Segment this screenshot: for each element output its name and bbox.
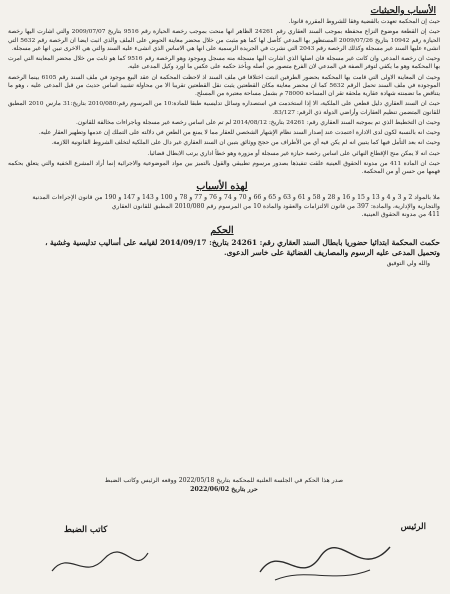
ruling-heading: الحكم bbox=[210, 225, 234, 237]
reason-paragraph: وحيث ان المعاينة الاولى التي قامت بها المحكمة بحضور الطرفين اثبتت اختلافا في ملف السند اذ لاحظت المحكمة ان عقد البيع موجود في ملف السند رقم 6105 بينما الرخصة الموجودة في ملف السند تحمل الرقم 5632 كما ان محضر معاينة مكان القطعتين يثبت نقل القطعتين تقريبا الا من محاولة تشييد اساس حديث من قبل المدعى عليه ، وهو ما يتناقض ما تضمنته شهادة عقارية ملحقة تقر ان المساحة 78000 م بشمل مساحة معتبرة من المسلح. bbox=[8, 74, 440, 97]
reason-paragraph: وحيث ان التخطيط الذي تم بموجبه السند العقاري رقم: 24261 بتاريخ: 2014/08/12 لم تم على اساس رخصة غير مسجلة وباجراءات مخالفة للقانون. bbox=[76, 119, 440, 126]
drafting-date: حرر بتاريخ 2022/06/02 bbox=[190, 486, 258, 493]
clerk-signature-label: كاتب الضبط bbox=[64, 525, 108, 535]
reason-paragraph: وحيث انه بالنسبة لكون لدى الادارة اعتمدت عند إصدار السند نظام الإشهار الشخصي للعقار مما لا يمنع من الطعن في دلالته على التملك إن عدمها وتطهير العقار عليه. bbox=[38, 130, 440, 136]
reason-paragraph: وحيث ان رخصة المدعي وان كانت غير مسجلة فان اصلها الذي اشارت اليها مسجلة منه مسجل وموجود وهو الرخصة رقم 9516 كما هو ثابت من خلال محضر المعاينة التي امرت بها المحكمة وهو ما يكفي لتوفر الصفة في المدعي لان الفرع متصور من أصله وبأخذ حكمه على عكس ما اورد وكيل المدعى عليه. bbox=[8, 56, 441, 71]
ruling-line: حكمت المحكمة ابتدائيا حضوريا بابطال السند العقاري رقم: 24261 بتاريخ: 2014/09/17 لقيامه على أساليب تدليسية وغشية ، bbox=[45, 238, 440, 248]
legal-basis-line: ملا بالمواد 2 و 3 و 4 و 13 و 15 و 16 و 28 و 58 و 61 و 63 و 65 و 66 و 70 و 74 و 76 و 77 و 78 و 100 و 143 و 147 و 190 من قانون الإجراءات المدنية bbox=[32, 194, 440, 202]
reason-paragraph: وحيث انه بعد التأمل فيها كما يتبين انه لم يكن فيه أي من الأطراف من حجج ووثائق بتبين ان السند العقاري غير دال على الملكية لتخلف الشروط القانونية اللازمة. bbox=[51, 140, 440, 147]
reason-paragraph: حيث إن القطعة موضوع النزاع محفظة بموجب السند العقاري رقم 24261 الظاهر انها منحت بموجب رخصة الحيازة رقم 9516 بتاريخ 2009/07/07 والتي اشارت اليها رخصة الحيازة رقم 10942 بتاريخ 2009/07/26 المستظهر بها المدعي كأصل لها كما هو مثبت من خلال محضر معاينة الحوض على الملف والذي اثبت ايضا ان الرخصة رقم 5632 التي انشىء عليها السند غير مسجلة وكذلك الرخصة رقم 2043 التي نشرت في الجريدة الرسمية على انها هي الاساس الذي انشىء عليه السند والتي هي الاخرى تبين انها غير مسجلة. bbox=[8, 29, 440, 52]
reasons-heading: الأسباب والحيثيات bbox=[370, 6, 436, 16]
reason-paragraph: حيث ان المادة 411 من مدونة الحقوق العينية علقت تنفيذها بصدور مرسوم تطبيقي والقول بالتميز بين مواد الموضوعية والاجرائية إنما أراد المشرع الخفية والتي يتعلق بحكمه فهمها من حسن أو من المحكمة. bbox=[8, 160, 441, 175]
issuance-footer bbox=[8, 476, 440, 494]
reason-paragraph: حيث ان السند العقاري دليل قطعي على الملكية، الا إذا استخدمت في استصداره وسائل تدليسية طبقا للمادة:10 من المرسوم رقم:2010/080 بتاريخ:31 مارس 2010 المطبق للقانون المتضمن تنظيم العقارات وأراضي الدولة ذي الرقم: 83/127. bbox=[8, 101, 441, 116]
for-these-reasons-heading: لهذه الأسباب bbox=[196, 181, 248, 193]
president-signature-label: الرئيس bbox=[400, 522, 426, 532]
ruling-body bbox=[8, 238, 440, 258]
closing-phrase: والله ولي التوفيق bbox=[386, 259, 430, 267]
legal-basis bbox=[8, 194, 440, 220]
issuance-line: صدر هذا الحكم في الجلسة العلنية للمحكمة بتاريخ 2022/05/18 ووقعه الرئيس وكاتب الضبط bbox=[104, 477, 344, 484]
president-signature-icon bbox=[250, 532, 400, 592]
reason-paragraph: حيث انه لا يمكن منح الإقطاع النهائي على اساس رخصة حيازة غير مسجلة أو مزورة وهو خطأ اداري يرتب الابطال قضائيا. bbox=[147, 150, 440, 157]
legal-basis-line: والتجارية والإدارية، والمادة: 397 من قانون الالتزامات والعقود والمادة 10 من المرسوم رقم 2010/080 المطبق للقانون العقاري bbox=[111, 202, 440, 210]
judgment-document bbox=[8, 6, 440, 588]
ruling-line: وتحميل المدعى عليه الرسوم والمصاريف القضائية على خاسر الدعوى. bbox=[223, 247, 440, 257]
clerk-signature-icon bbox=[44, 541, 154, 586]
legal-basis-line: 411 من مدونة الحقوق العينية. bbox=[361, 211, 440, 219]
reason-paragraph: حيث إن المحكمة تعهدت بالقضية وفقا للشروط المقررة قانونا. bbox=[288, 19, 440, 25]
reasons-body bbox=[8, 18, 440, 176]
